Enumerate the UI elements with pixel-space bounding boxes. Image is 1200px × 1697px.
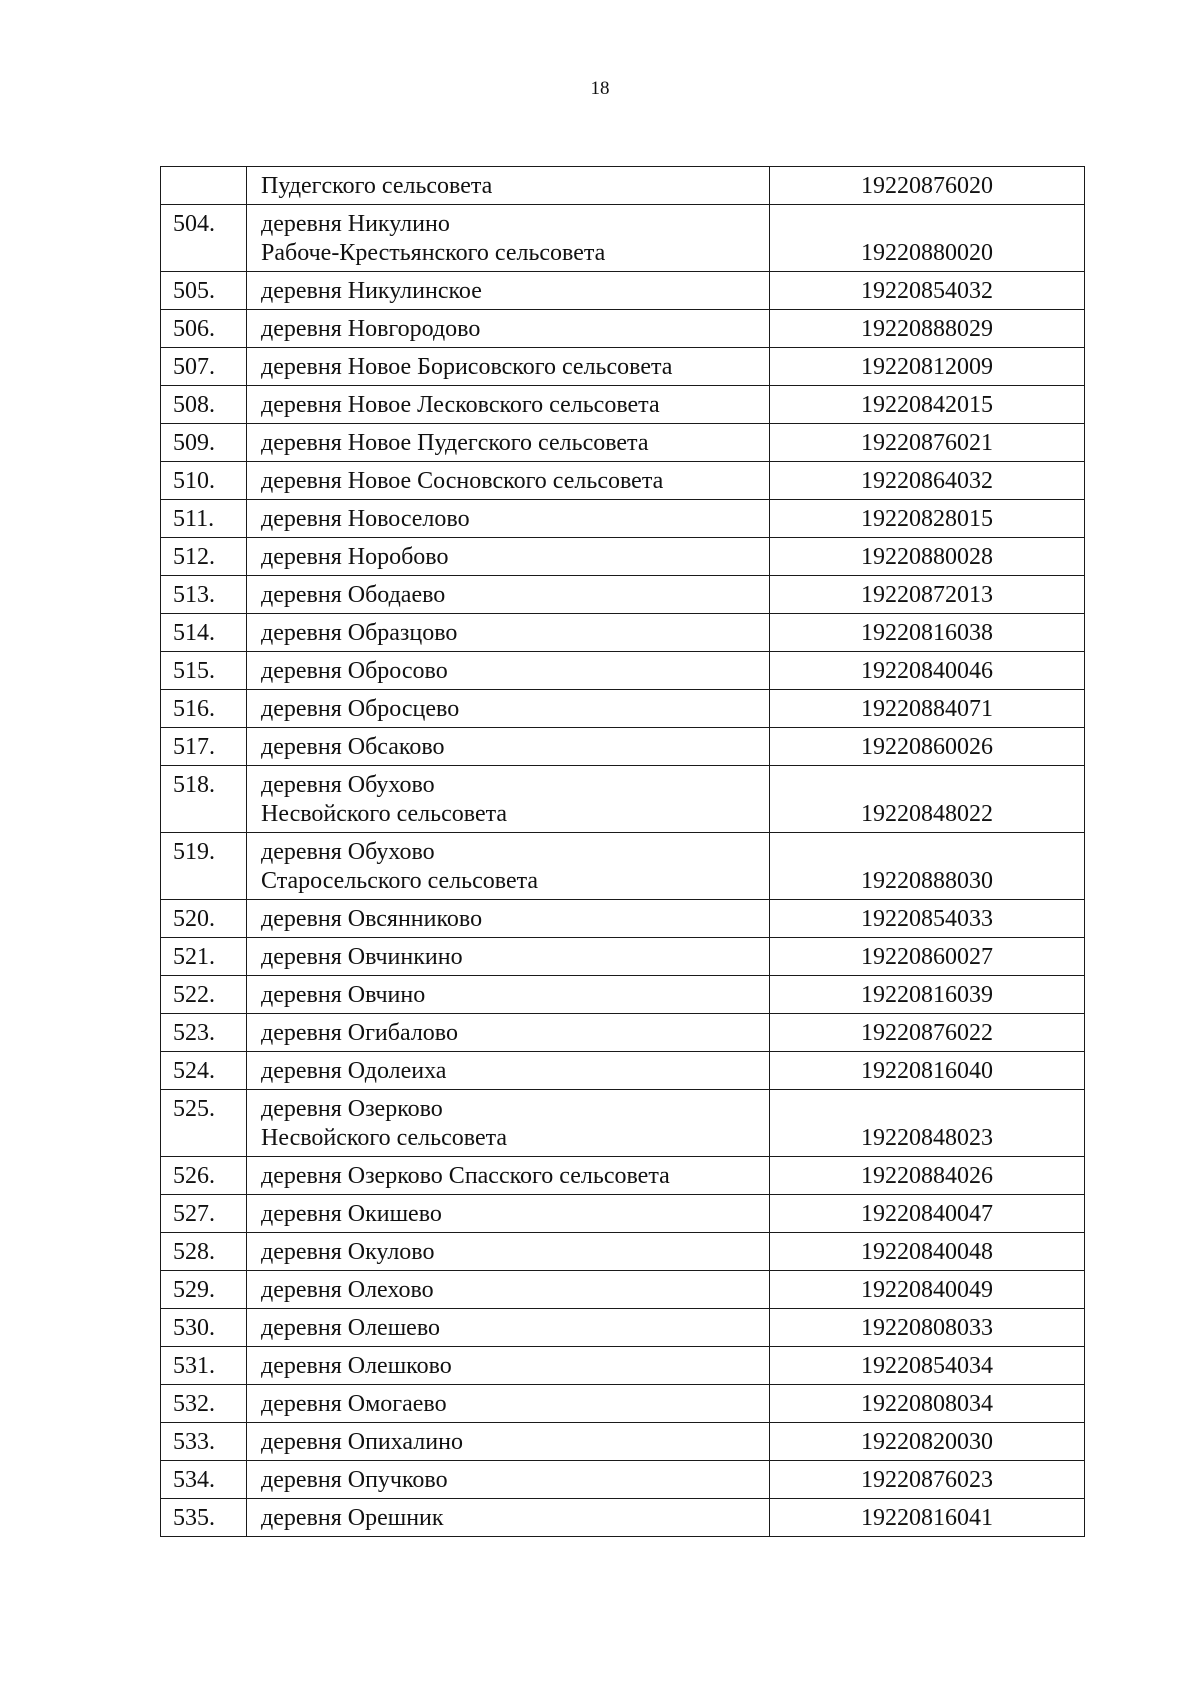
oktmo-code: 19220888029	[770, 310, 1085, 348]
oktmo-code: 19220808034	[770, 1385, 1085, 1423]
settlement-name	[247, 386, 770, 424]
settlement-table-body	[161, 167, 1085, 1537]
settlement-name	[247, 1052, 770, 1090]
row-number: 522.	[161, 976, 247, 1014]
table-row	[161, 1347, 1085, 1385]
settlement-name-line: деревня Орешник	[261, 1505, 444, 1531]
row-number: 526.	[161, 1157, 247, 1195]
row-number: 528.	[161, 1233, 247, 1271]
row-number: 514.	[161, 614, 247, 652]
table-row	[161, 766, 1085, 833]
row-number: 531.	[161, 1347, 247, 1385]
row-number: 529.	[161, 1271, 247, 1309]
table-row	[161, 500, 1085, 538]
table-row	[161, 833, 1085, 900]
settlement-name	[247, 1385, 770, 1423]
row-number: 505.	[161, 272, 247, 310]
oktmo-code: 19220816039	[770, 976, 1085, 1014]
row-number: 509.	[161, 424, 247, 462]
table-row	[161, 938, 1085, 976]
settlement-name	[247, 1233, 770, 1271]
settlement-name-line: деревня Озерково Спасского сельсовета	[261, 1163, 670, 1189]
settlement-name	[247, 1014, 770, 1052]
table-row	[161, 976, 1085, 1014]
table-row	[161, 462, 1085, 500]
settlement-name-line: деревня Обсаково	[261, 734, 445, 760]
settlement-name	[247, 205, 770, 272]
row-number: 524.	[161, 1052, 247, 1090]
settlement-name-line: деревня Норобово	[261, 544, 449, 570]
settlement-name	[247, 310, 770, 348]
oktmo-code: 19220880028	[770, 538, 1085, 576]
settlement-name-line: деревня Обухово	[261, 772, 435, 798]
oktmo-code: 19220876020	[770, 167, 1085, 205]
table-row	[161, 1499, 1085, 1537]
settlement-name	[247, 1157, 770, 1195]
row-number: 525.	[161, 1090, 247, 1157]
row-number: 527.	[161, 1195, 247, 1233]
table-row	[161, 576, 1085, 614]
oktmo-code: 19220876022	[770, 1014, 1085, 1052]
settlement-name	[247, 272, 770, 310]
table-row	[161, 272, 1085, 310]
settlement-name-line: Рабоче-Крестьянского сельсовета	[261, 240, 606, 266]
settlement-name	[247, 538, 770, 576]
settlement-name-line: деревня Опучково	[261, 1467, 448, 1493]
row-number: 523.	[161, 1014, 247, 1052]
oktmo-code: 19220816038	[770, 614, 1085, 652]
settlement-name	[247, 690, 770, 728]
row-number: 520.	[161, 900, 247, 938]
oktmo-code: 19220820030	[770, 1423, 1085, 1461]
settlement-name-line: деревня Олехово	[261, 1277, 434, 1303]
oktmo-code: 19220840048	[770, 1233, 1085, 1271]
page-number: 18	[590, 78, 610, 99]
settlement-name	[247, 1461, 770, 1499]
settlement-name	[247, 462, 770, 500]
table-row	[161, 538, 1085, 576]
table-row	[161, 900, 1085, 938]
oktmo-code: 19220860026	[770, 728, 1085, 766]
settlement-table	[160, 166, 1085, 1537]
table-row	[161, 652, 1085, 690]
settlement-name-line: деревня Новое Пудегского сельсовета	[261, 430, 649, 456]
row-number: 504.	[161, 205, 247, 272]
oktmo-code: 19220812009	[770, 348, 1085, 386]
settlement-name	[247, 167, 770, 205]
settlement-name	[247, 652, 770, 690]
settlement-name-line: Несвойского сельсовета	[261, 801, 508, 827]
oktmo-code: 19220884026	[770, 1157, 1085, 1195]
oktmo-code: 19220854033	[770, 900, 1085, 938]
settlement-name	[247, 900, 770, 938]
settlement-name-line: деревня Омогаево	[261, 1391, 447, 1417]
table-row	[161, 690, 1085, 728]
settlement-name	[247, 1347, 770, 1385]
table-row	[161, 1461, 1085, 1499]
table-row	[161, 1014, 1085, 1052]
settlement-name-line: деревня Одолеиха	[261, 1058, 447, 1084]
row-number: 515.	[161, 652, 247, 690]
settlement-name-line: деревня Овсянниково	[261, 906, 483, 932]
settlement-name	[247, 1195, 770, 1233]
settlement-name	[247, 766, 770, 833]
oktmo-code: 19220854034	[770, 1347, 1085, 1385]
settlement-name-line: деревня Новое Сосновского сельсовета	[261, 468, 664, 494]
table-row	[161, 310, 1085, 348]
row-number: 533.	[161, 1423, 247, 1461]
settlement-name	[247, 833, 770, 900]
settlement-name-line: деревня Новоселово	[261, 506, 470, 532]
settlement-name-line: деревня Озерково	[261, 1096, 443, 1122]
table-row	[161, 728, 1085, 766]
settlement-name-line: деревня Обросцево	[261, 696, 460, 722]
settlement-name	[247, 1271, 770, 1309]
table-row	[161, 1233, 1085, 1271]
oktmo-code: 19220880020	[770, 205, 1085, 272]
settlement-name	[247, 576, 770, 614]
oktmo-code: 19220840049	[770, 1271, 1085, 1309]
settlement-name-line: Несвойского сельсовета	[261, 1125, 508, 1151]
table-row	[161, 1271, 1085, 1309]
settlement-name-line: деревня Олешево	[261, 1315, 440, 1341]
oktmo-code: 19220860027	[770, 938, 1085, 976]
settlement-name-line: деревня Ободаево	[261, 582, 446, 608]
row-number: 517.	[161, 728, 247, 766]
oktmo-code: 19220840047	[770, 1195, 1085, 1233]
settlement-name-line: деревня Овчино	[261, 982, 426, 1008]
table-row	[161, 167, 1085, 205]
oktmo-code: 19220848022	[770, 766, 1085, 833]
table-row	[161, 348, 1085, 386]
oktmo-code: 19220816040	[770, 1052, 1085, 1090]
table-row	[161, 1052, 1085, 1090]
settlement-name	[247, 1090, 770, 1157]
settlement-name-line: деревня Окишево	[261, 1201, 442, 1227]
table-row	[161, 1385, 1085, 1423]
settlement-name	[247, 976, 770, 1014]
table-row	[161, 1423, 1085, 1461]
settlement-name-line: деревня Обросово	[261, 658, 448, 684]
settlement-name-line: деревня Окулово	[261, 1239, 435, 1265]
settlement-name-line: деревня Никулино	[261, 211, 450, 237]
settlement-name-line: деревня Олешково	[261, 1353, 452, 1379]
row-number: 534.	[161, 1461, 247, 1499]
oktmo-code: 19220888030	[770, 833, 1085, 900]
row-number: 516.	[161, 690, 247, 728]
row-number: 510.	[161, 462, 247, 500]
row-number: 511.	[161, 500, 247, 538]
oktmo-code: 19220840046	[770, 652, 1085, 690]
oktmo-code: 19220808033	[770, 1309, 1085, 1347]
oktmo-code: 19220842015	[770, 386, 1085, 424]
table-row	[161, 386, 1085, 424]
settlement-name-line: деревня Никулинское	[261, 278, 482, 304]
settlement-name-line: деревня Новое Лесковского сельсовета	[261, 392, 660, 418]
table-row	[161, 614, 1085, 652]
settlement-name	[247, 424, 770, 462]
table-row	[161, 1195, 1085, 1233]
settlement-name	[247, 728, 770, 766]
row-number: 518.	[161, 766, 247, 833]
settlement-name	[247, 614, 770, 652]
settlement-name-line: деревня Обухово	[261, 839, 435, 865]
row-number: 532.	[161, 1385, 247, 1423]
row-number: 530.	[161, 1309, 247, 1347]
oktmo-code: 19220872013	[770, 576, 1085, 614]
settlement-name	[247, 1499, 770, 1537]
table-row	[161, 1309, 1085, 1347]
settlement-name	[247, 348, 770, 386]
settlement-name	[247, 938, 770, 976]
settlement-name-line: деревня Овчинкино	[261, 944, 463, 970]
row-number: 508.	[161, 386, 247, 424]
oktmo-code: 19220864032	[770, 462, 1085, 500]
oktmo-code: 19220828015	[770, 500, 1085, 538]
row-number: 506.	[161, 310, 247, 348]
oktmo-code: 19220876021	[770, 424, 1085, 462]
settlement-name	[247, 500, 770, 538]
oktmo-code: 19220854032	[770, 272, 1085, 310]
oktmo-code: 19220848023	[770, 1090, 1085, 1157]
row-number: 521.	[161, 938, 247, 976]
settlement-name	[247, 1423, 770, 1461]
row-number: 507.	[161, 348, 247, 386]
settlement-name-line: Пудегского сельсовета	[261, 173, 493, 199]
settlement-name-line: деревня Огибалово	[261, 1020, 458, 1046]
table-row	[161, 1090, 1085, 1157]
settlement-name-line: деревня Опихалино	[261, 1429, 463, 1455]
table-row	[161, 205, 1085, 272]
table-row	[161, 1157, 1085, 1195]
settlement-name-line: деревня Образцово	[261, 620, 458, 646]
oktmo-code: 19220884071	[770, 690, 1085, 728]
settlement-name-line: Старосельского сельсовета	[261, 868, 539, 894]
row-number: 535.	[161, 1499, 247, 1537]
settlement-name-line: деревня Новое Борисовского сельсовета	[261, 354, 673, 380]
row-number	[161, 167, 247, 205]
row-number: 519.	[161, 833, 247, 900]
settlement-name	[247, 1309, 770, 1347]
settlement-name-line: деревня Новгородово	[261, 316, 481, 342]
row-number: 512.	[161, 538, 247, 576]
oktmo-code: 19220816041	[770, 1499, 1085, 1537]
table-row	[161, 424, 1085, 462]
oktmo-code: 19220876023	[770, 1461, 1085, 1499]
row-number: 513.	[161, 576, 247, 614]
